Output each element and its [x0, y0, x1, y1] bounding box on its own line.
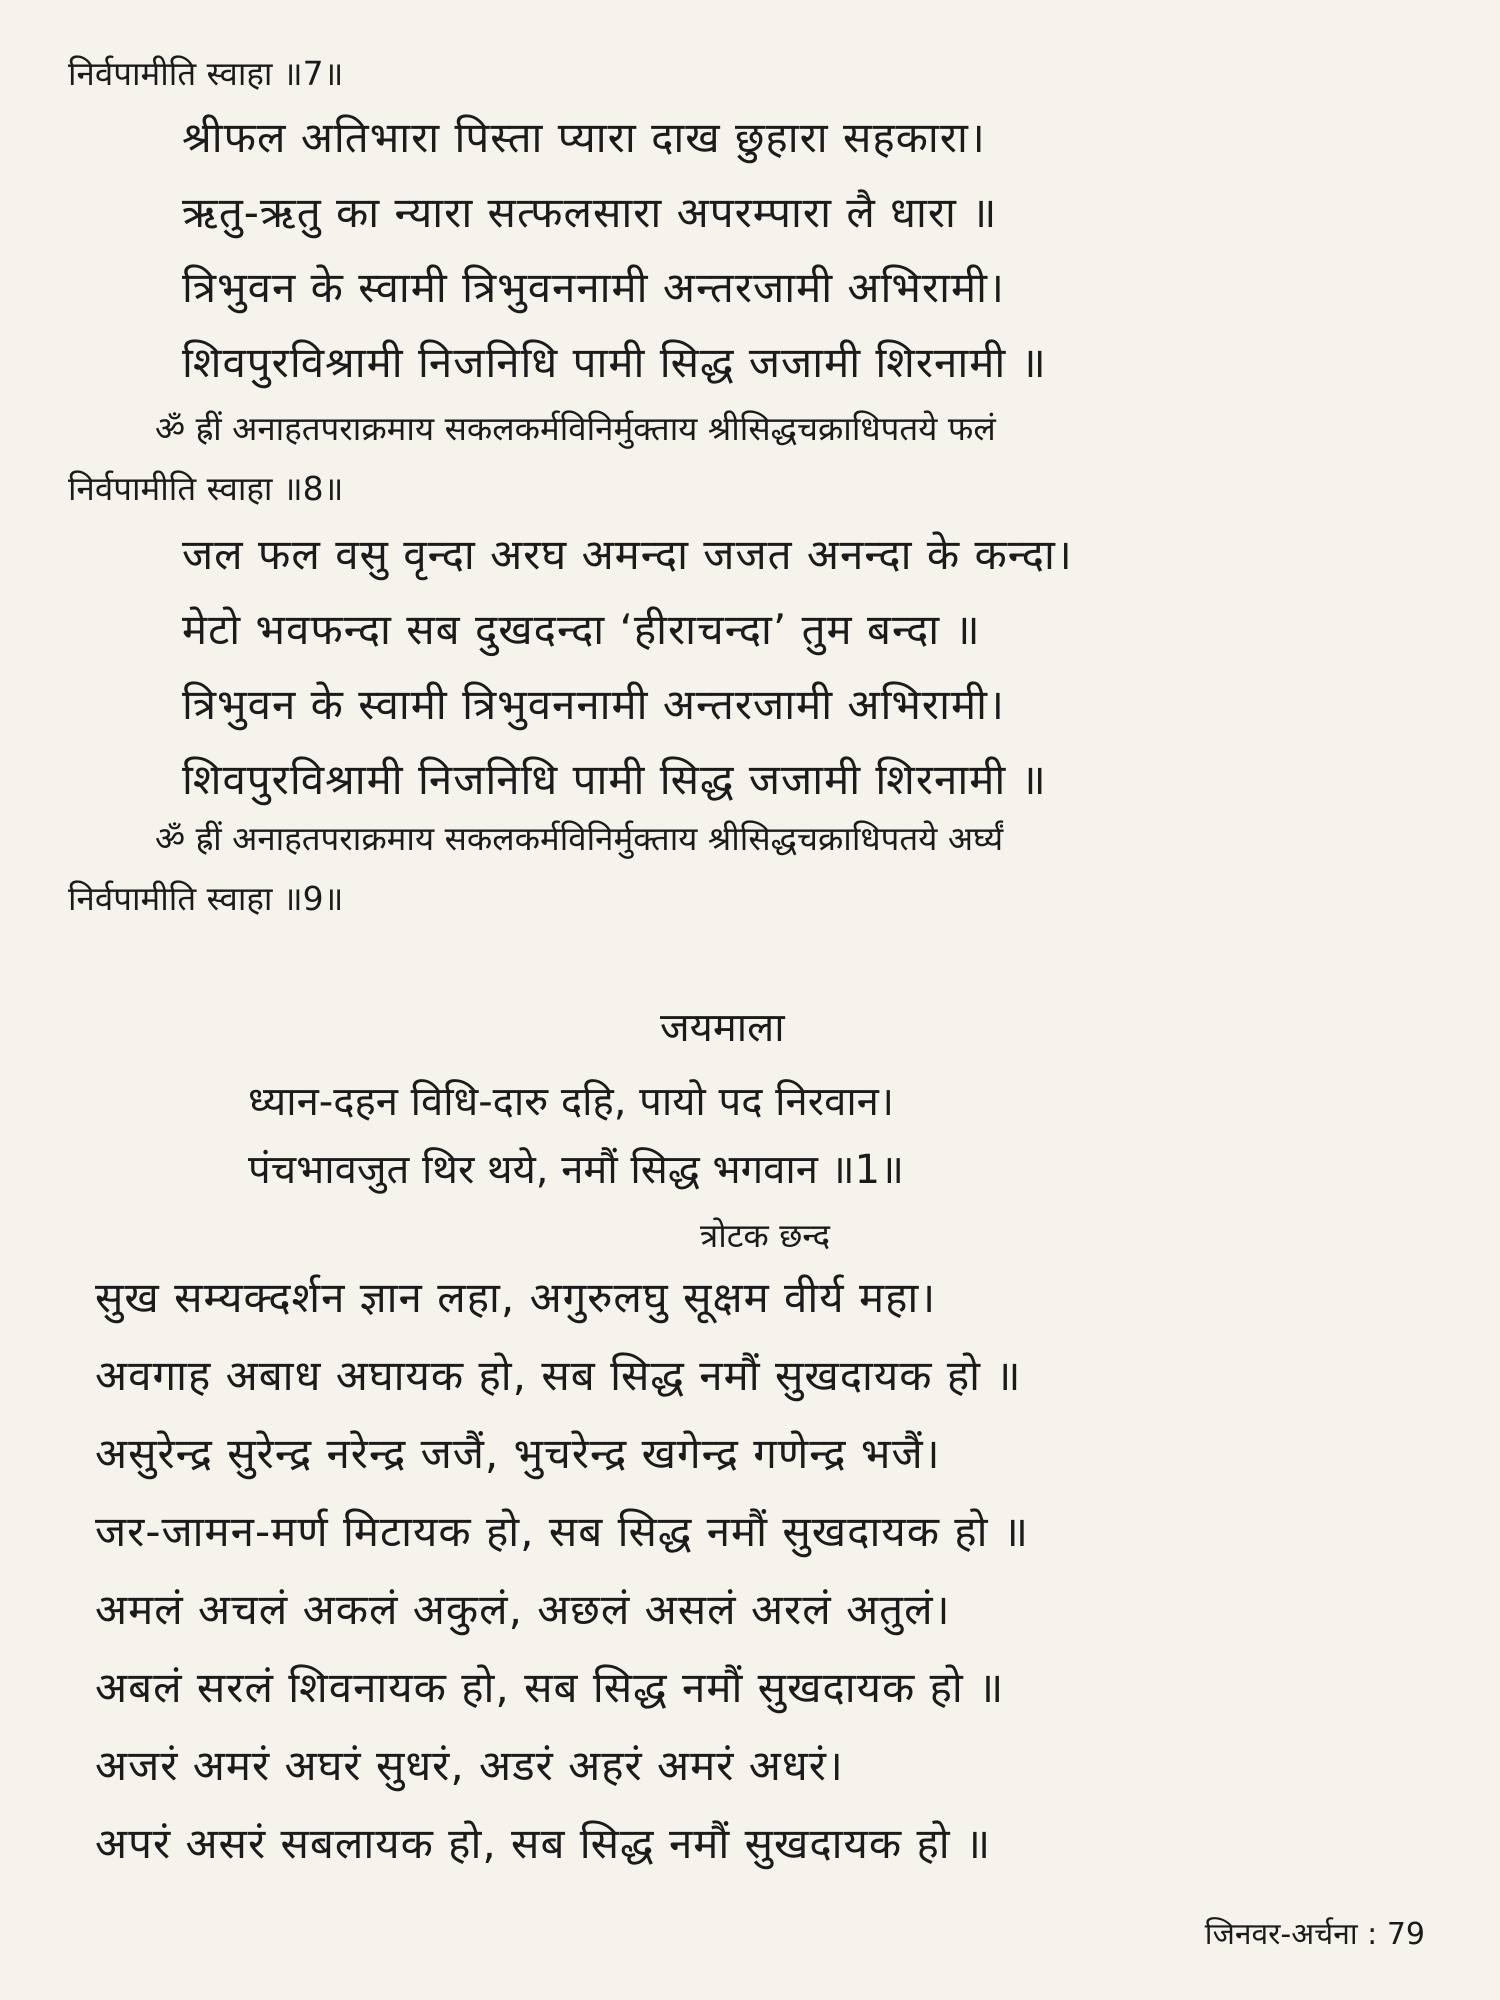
chhand-title: त्रोटक छन्द: [700, 1216, 831, 1255]
chhand-verse-8: अपरं असरं सबलायक हो, सब सिद्ध नमौं सुखदायक हो ॥: [95, 1819, 992, 1868]
chhand-verse-1: सुख सम्यक्दर्शन ज्ञान लहा, अगुरुलघु सूक्षम वीर्य महा।: [95, 1273, 937, 1322]
jaymala-heading: जयमाला: [660, 1005, 785, 1051]
chhand-verse-7: अजरं अमरं अघरं सुधरं, अडरं अहरं अमरं अधरं।: [95, 1741, 844, 1790]
stanza8-mantra-line-1: ॐ ह्रीं अनाहतपराक्रमाय सकलकर्मविनिर्मुक्ताय श्रीसिद्धचक्राधिपतये फलं: [155, 409, 996, 448]
stanza9-line-4: शिवपुरविश्रामी निजनिधि पामी सिद्ध जजामी शिरनामी ॥: [182, 755, 1047, 804]
stanza8-line-1: श्रीफल अतिभारा पिस्ता प्यारा दाख छुहारा सहकारा।: [182, 113, 986, 162]
page-footer: जिनवर-अर्चना : 79: [1204, 1917, 1425, 1952]
chhand-verse-5: अमलं अचलं अकलं अकुलं, अछलं असलं अरलं अतुलं।: [95, 1585, 951, 1634]
stanza8-line-3: त्रिभुवन के स्वामी त्रिभुवननामी अन्तरजामी अभिरामी।: [182, 263, 1005, 312]
chhand-verse-4: जर-जामन-मर्ण मिटायक हो, सब सिद्ध नमौं सुखदायक हो ॥: [95, 1507, 1029, 1556]
stanza8-line-2: ऋतु-ऋतु का न्यारा सत्फलसारा अपरम्पारा लै धारा ॥: [182, 188, 998, 237]
stanza9-line-3: त्रिभुवन के स्वामी त्रिभुवननामी अन्तरजामी अभिरामी।: [182, 680, 1005, 729]
stanza9-mantra-line-2: निर्वपामीति स्वाहा ॥9॥: [68, 879, 344, 918]
doha-line-2: पंचभावजुत थिर थये, नमौं सिद्ध भगवान ॥1॥: [248, 1147, 905, 1193]
stanza9-line-1: जल फल वसु वृन्दा अरघ अमन्दा जजत अनन्दा के कन्दा।: [182, 530, 1073, 579]
chhand-verse-6: अबलं सरलं शिवनायक हो, सब सिद्ध नमौं सुखदायक हो ॥: [95, 1663, 1005, 1712]
stanza9-line-2: मेटो भवफन्दा सब दुखदन्दा ‘हीराचन्दा’ तुम बन्दा ॥: [182, 605, 981, 654]
stanza8-mantra-line-2: निर्वपामीति स्वाहा ॥8॥: [68, 469, 344, 508]
doha-line-1: ध्यान-दहन विधि-दारु दहि, पायो पद निरवान।: [248, 1079, 895, 1125]
chhand-verse-2: अवगाह अबाध अघायक हो, सब सिद्ध नमौं सुखदायक हो ॥: [95, 1351, 1022, 1400]
chhand-verse-3: असुरेन्द्र सुरेन्द्र नरेन्द्र जजैं, भुचरेन्द्र खगेन्द्र गणेन्द्र भजैं।: [95, 1429, 941, 1478]
stanza9-mantra-line-1: ॐ ह्रीं अनाहतपराक्रमाय सकलकर्मविनिर्मुक्ताय श्रीसिद्धचक्राधिपतये अर्घ्यं: [155, 819, 1004, 858]
stanza8-line-4: शिवपुरविश्रामी निजनिधि पामी सिद्ध जजामी शिरनामी ॥: [182, 338, 1047, 387]
ending-line-7: निर्वपामीति स्वाहा ॥7॥: [68, 54, 344, 93]
